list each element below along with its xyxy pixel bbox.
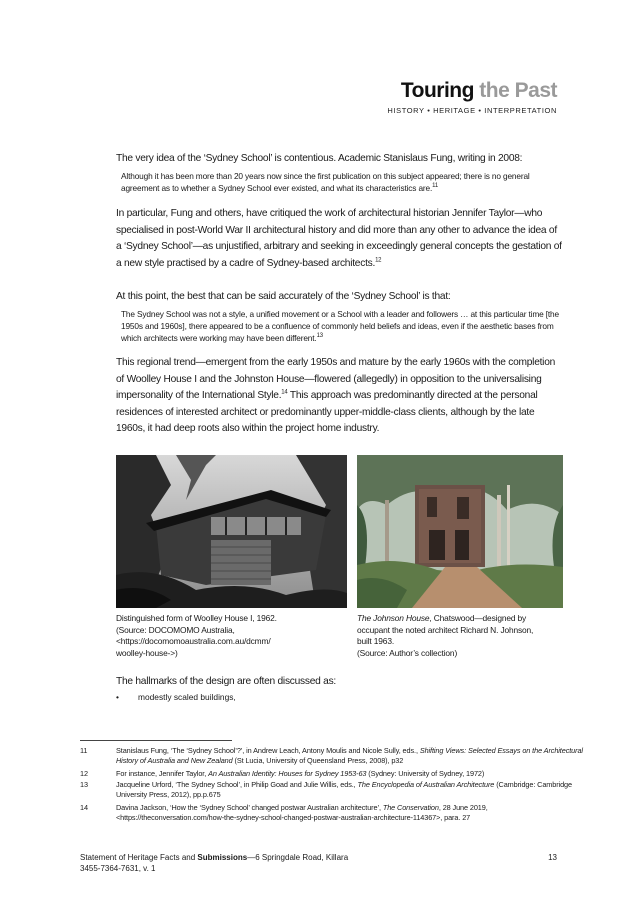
johnson-caption-line-1	[357, 613, 567, 625]
paragraph-2-block	[116, 206, 564, 272]
johnson-caption-line-4: (Source: Author’s collection)	[357, 647, 458, 658]
paragraph-1-block	[116, 151, 564, 194]
page-number: 13	[548, 853, 557, 862]
footer-title-a: Statement of Heritage Facts and	[80, 853, 198, 862]
footnote-separator	[80, 740, 232, 741]
johnson-caption-title: The Johnson House	[357, 613, 430, 623]
footer-title-bold: Submissions	[197, 853, 248, 862]
block-quote-2	[121, 308, 564, 345]
woolley-house-photo	[116, 455, 347, 608]
footnote-12-post: (Sydney: University of Sydney, 1972)	[366, 769, 485, 778]
footnote-number: 11	[80, 746, 88, 755]
footnote-14-pre: Davina Jackson, ‘How the ‘Sydney School’ changed postwar Australian architecture’,	[116, 803, 383, 812]
woolley-house-image	[116, 455, 347, 608]
johnson-caption-line-2: occupant the noted architect Richard N. Johnson,	[357, 624, 534, 635]
bullet-dot-icon: •	[116, 692, 119, 702]
footnote-12-title: An Australian Identity: Houses for Sydney 1953-63	[208, 769, 367, 778]
paragraph-2-text: In particular, Fung and others, have critiqued the work of architectural historian Jennifer Taylor—who specialised in post-World War II architectural history and did more than any other to advance the idea of a ‘Sydney School’—as unjustified, arbitrary and seeking in exceedingly general concepts the gestation of a new style practised by a cadre of Sydney-based architects.	[116, 208, 562, 269]
paragraph-1: The very idea of the ‘Sydney School’ is contentious. Academic Stanislaus Fung, writing in 2008:	[116, 153, 523, 164]
footnote-12	[80, 769, 560, 780]
logo-tagline: HISTORY • HERITAGE • INTERPRETATION	[387, 106, 557, 115]
logo-word-touring: Touring	[400, 79, 474, 102]
woolley-caption-line-3: <https://docomomoaustralia.com.au/dcmm/	[116, 636, 271, 647]
footnote-ref-11: 11	[432, 182, 439, 189]
paragraph-3-block	[116, 289, 564, 344]
footer-line-1	[80, 853, 348, 864]
bullet-list-item	[116, 691, 236, 703]
footnote-text	[116, 803, 596, 824]
johnson-caption-line-3: built 1963.	[357, 636, 394, 647]
footnote-13	[80, 780, 572, 801]
paragraph-4-text-b: This approach was predominantly directed at the personal residences of interested architect or predominantly upper-middle-class clients, although by the late 1960s, it had deep roots also within the project home industry.	[116, 390, 538, 434]
footnote-14-title: The Conservation	[382, 803, 439, 812]
footnote-number: 12	[80, 769, 88, 778]
footnote-11	[80, 746, 583, 767]
woolley-house-caption	[116, 613, 351, 659]
bullet-item-text: modestly scaled buildings,	[138, 692, 236, 702]
footer-title-c: —6 Springdale Road, Killara	[247, 853, 349, 862]
paragraph-5: The hallmarks of the design are often discussed as:	[116, 676, 336, 687]
footnote-number: 13	[80, 780, 88, 789]
johnson-house-image	[357, 455, 563, 608]
footnote-11-pre: Stanislaus Fung, ‘The ‘Sydney School’?’, in Andrew Leach, Antony Moulis and Nicole Sully, eds.,	[116, 746, 420, 755]
paragraph-2	[116, 206, 564, 272]
paragraph-5-block	[116, 674, 564, 691]
paragraph-4-block	[116, 355, 564, 438]
footnote-ref-12: 12	[375, 257, 382, 264]
woolley-caption-line-2: (Source: DOCOMOMO Australia,	[116, 624, 235, 635]
paragraph-3: At this point, the best that can be said accurately of the ‘Sydney School’ is that:	[116, 291, 451, 302]
footnote-number: 14	[80, 803, 88, 812]
block-quote-1	[121, 170, 564, 194]
footnote-ref-14: 14	[281, 389, 288, 396]
woolley-caption-line-4: woolley-house->)	[116, 647, 178, 658]
paragraph-4	[116, 355, 564, 438]
paragraph-4-text-a: This regional trend—emergent from the early 1950s and mature by the early 1960s with the completion of Woolley House I and the Johnston House—flowered (allegedly) in opposition to the universalising impersonality of the International Style.	[116, 357, 556, 401]
logo-word-the-past: the Past	[479, 79, 557, 102]
footnote-11-title: Shifting Views: Selected Essays on the Architectural History of Australia and New Zealand	[116, 746, 583, 766]
johnson-house-caption	[357, 613, 567, 659]
footnote-12-pre: For instance, Jennifer Taylor,	[116, 769, 209, 778]
woolley-caption-line-1: Distinguished form of Woolley House I, 1962.	[116, 613, 277, 623]
block-quote-2-text: The Sydney School was not a style, a unified movement or a School with a leader and followers … at this particular time [the 1950s and 1960s], there appeared to be a confluence of commonly held beliefs and ideas, even if the aesthetic bases from which architects were working may have been different.	[121, 308, 559, 343]
touring-the-past-logo	[387, 80, 557, 115]
johnson-caption-text-1: , Chatswood—designed by	[429, 613, 527, 623]
footnote-13-pre: Jacqueline Urford, ‘The Sydney School’, in Philip Goad and Julie Willis, eds.,	[116, 780, 358, 789]
footnote-14	[80, 803, 560, 824]
footnote-13-post: (Cambridge: Cambridge University Press, 2012), pp.p.675	[116, 780, 572, 800]
footnote-text	[116, 769, 596, 779]
footnote-13-title: The Encyclopedia of Australian Architecture	[357, 780, 495, 789]
footnote-14-post: , 28 June 2019, <https://theconversation.com/how-the-sydney-school-changed-postwar-australian-architecture-114367>, para. 27	[116, 803, 488, 823]
johnson-house-photo	[357, 455, 563, 608]
footnote-text	[116, 746, 596, 767]
footnote-text	[116, 780, 596, 801]
page-footer	[80, 853, 348, 874]
footer-line-2: 3455-7364-7631, v. 1	[80, 863, 156, 873]
footnote-ref-13: 13	[316, 333, 323, 340]
footnote-11-post: (St Lucia, University of Queensland Press, 2008), p32	[232, 756, 404, 766]
block-quote-1-text: Although it has been more than 20 years now since the first publication on this subject appeared; there is no general agreement as to whether a Sydney School ever existed, and what its characteristics are.	[121, 170, 530, 193]
logo-title	[387, 80, 557, 102]
